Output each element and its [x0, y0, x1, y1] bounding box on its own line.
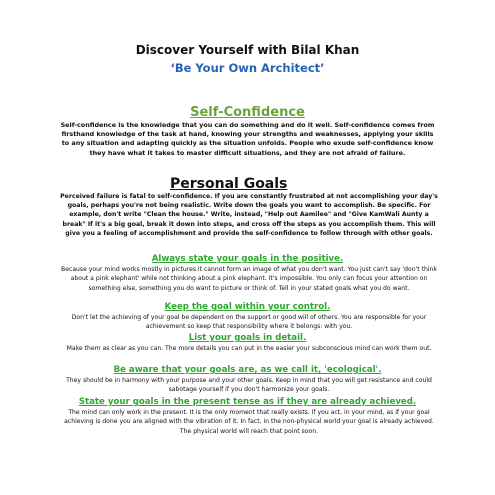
section-paragraph-ecological: They should be in harmony with your purpose and your other goals. Keep in mind that you will get resistance and could sabotage yourself if you don't harmonize your goals. [66, 377, 432, 394]
section-paragraph-positive: Because your mind works mostly in pictures it cannot form an image of what you don't want. You just can't say 'don't think about a pink elephant' while not thinking about a pink elephant. It's impossible. You only can focus your attention on something else, something you do want to picture or think of. Tell in your stated goals what you do want. [61, 266, 437, 292]
self-confidence-heading: Self-Confidence [190, 105, 305, 120]
section-paragraph-detail: Make them as clear as you can. The more details you can put in the easier your subconscious mind can work them out. [66, 345, 432, 352]
section-heading-present-tense: State your goals in the present tense as if they are already achieved. [78, 397, 417, 407]
section-heading-control: Keep the goal within your control. [164, 302, 331, 312]
section-heading-detail: List your goals in detail. [188, 333, 307, 343]
document-subtitle: ‘Be Your Own Architect’ [170, 61, 325, 75]
personal-goals-heading: Personal Goals [170, 176, 288, 192]
section-heading-ecological: Be aware that your goals are, as we call it, 'ecological'. [113, 365, 382, 375]
self-confidence-paragraph: Self-confidence is the knowledge that you can do something and do it well. Self-confidence comes from firsthand knowledge of the task at hand, knowing your strengths and weaknesses, applying your skills to any situation and adapting quickly as the situation unfolds. People who exude self-confidence know they have what it takes to master difficult situations, and they are not afraid of failure. [60, 121, 435, 157]
section-heading-positive: Always state your goals in the positive. [151, 254, 344, 264]
personal-goals-paragraph: Perceived failure is fatal to self-confidence. If you are constantly frustrated at not accomplishing your day's goals, perhaps you're not being realistic. Write down the goals you want to accomplish. Be specific. For example, don't write "Clean the house." Write, instead, "Help out Aamilee" and "Give KamWali Aunty a break" If it's a big goal, break it down into steps, and cross off the steps as you accomplish them. This will give you a feeling of accomplishment and provide the self-confidence to follow through with other goals. [60, 193, 438, 237]
section-paragraph-control: Don't let the achieving of your goal be dependent on the support or good will of others. You are responsible for your achievement so keep that responsibility where it belongs: with you. [71, 314, 427, 331]
document-title: Discover Yourself with Bilal Khan [135, 43, 360, 57]
section-paragraph-present-tense: The mind can only work in the present. It is the only moment that really exists. If you act, in your mind, as if your goal achieving is done you are aligned with the vibration of it. In fact, in the non-physical world your goal is already achieved. The physical world will reach that point soon. [64, 409, 434, 435]
